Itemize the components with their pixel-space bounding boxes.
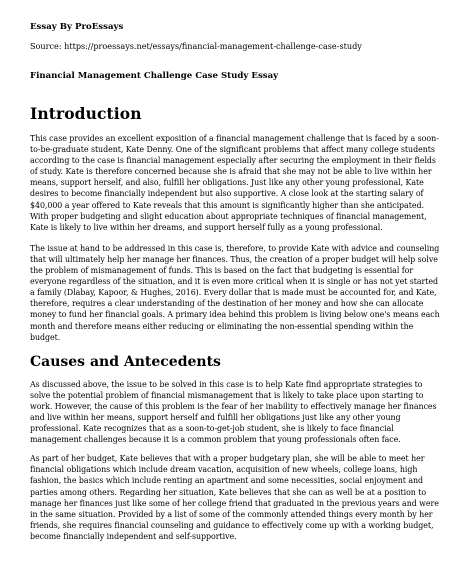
source-url: Source: https://proessays.net/essays/financial-management-challenge-case-study: [30, 41, 362, 51]
body-paragraph: This case provides an excellent exposition of a financial management challenge that is faced by a soon-to-be-graduate student, Kate Denny. One of the significant problems that affect many college students according to the case is financial management especially after securing the employment in their fields of study. Kate is therefore concerned because she is afraid that she may not be able to live within her means, support herself, and also, fulfill her obligations. Just like any other young professional, Kate desires to become financially independent but also supportive. A close look at the starting salary of $40,000 a year offered to Kate reveals that this amount is significantly higher than she anticipated. With proper budgeting and slight education about appropriate techniques of financial management, Kate is likely to live within her dreams, and support herself fully as a young professional.: [30, 134, 439, 232]
section-heading-causes: Causes and Antecedents: [30, 353, 221, 370]
body-paragraph: The issue at hand to be addressed in this case is, therefore, to provide Kate with advice and counseling that will ultimately help her manage her finances. Thus, the creation of a proper budget will help solve the problem of mismanagement of funds. This is based on the fact that budgeting is essential for everyone regardless of the situation, and it is even more critical when it is single or has not yet started a family (Dlabay, Kapoor, & Hughes, 2016). Every dollar that is made must be accounted for, and Kate, therefore, requires a clear understanding of the destination of her money and how she can allocate money to fund her financial goals. A primary idea behind this problem is living below one's means each month and therefore means either reducing or eliminating the non-essential spending within the budget.: [30, 243, 440, 342]
section-heading-introduction: Introduction: [30, 104, 142, 123]
body-paragraph: As part of her budget, Kate believes that with a proper budgetary plan, she will be able to meet her financial obligations which include dream vacation, acquisition of new wheels, college loans, high fashion, the basics which include renting an apartment and some necessities, social enjoyment and parties among others. Regarding her situation, Kate believes that she can as well be at a position to manage her finances just like some of her college friend that graduated in the previous years and were in the same situation. Provided by a list of some of the commonly attended things every month by her friends, she requires financial counseling and guidance to effectively come up with a working budget, become financially independent and self-supportive.: [30, 454, 439, 541]
essay-byline: Essay By ProEssays: [30, 22, 124, 32]
body-paragraph: As discussed above, the issue to be solved in this case is to help Kate find appropriate strategies to solve the potential problem of financial mismanagement that is likely to take place upon starting to work. However, the cause of this problem is the fear of her inability to effectively manage her finances and live within her means, support herself and fulfill her obligations just like any other young professional. Kate recognizes that as a soon-to-get-job student, she is likely to face financial management challenges because it is a common problem that young professionals often face.: [30, 379, 437, 445]
document-title: Financial Management Challenge Case Study Essay: [30, 71, 279, 81]
